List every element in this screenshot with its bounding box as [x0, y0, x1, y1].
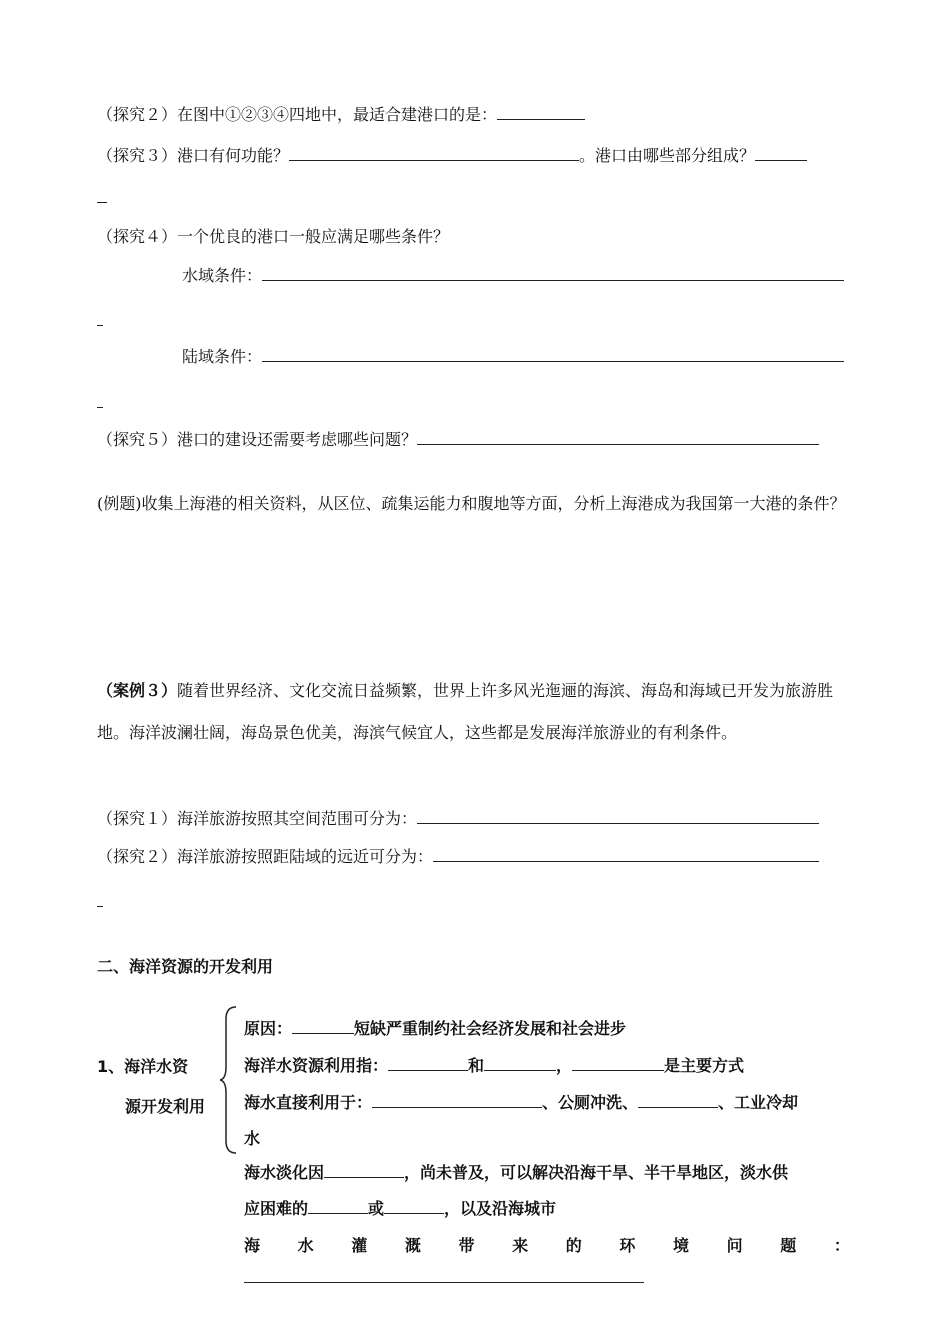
irrigation-char: 带 [458, 1236, 475, 1255]
desalination-or: 或 [368, 1199, 385, 1218]
answer-blank[interactable] [324, 1163, 404, 1178]
example-label: (例题) [97, 494, 142, 513]
curly-brace [218, 1005, 238, 1155]
answer-blank[interactable] [244, 1268, 644, 1283]
water-use-label: 海洋水资源利用指： [244, 1056, 389, 1075]
explore-2-label: （探究２） [97, 105, 178, 124]
case-3-explore-1-label: （探究１） [97, 809, 178, 828]
answer-blank[interactable] [372, 1093, 542, 1108]
explore-3-text-2: 。港口由哪些部分组成？ [579, 146, 756, 165]
direct-use-toilet: 、公厕冲洗、 [542, 1093, 639, 1112]
answer-blank[interactable] [484, 1056, 556, 1071]
direct-use-line [244, 1092, 798, 1114]
answer-blank[interactable] [384, 1199, 444, 1214]
irrigation-char: 来 [512, 1236, 529, 1255]
direct-use-label: 海水直接利用于： [244, 1093, 373, 1112]
explore-5-label: （探究５） [97, 430, 178, 449]
case-3-explore-2-label: （探究２） [97, 847, 178, 866]
case-3-explore-2-line [97, 846, 819, 868]
land-condition-line [182, 346, 844, 368]
irrigation-char: 题 [780, 1236, 797, 1255]
overflow-underline [97, 202, 107, 203]
answer-blank[interactable] [417, 430, 819, 445]
explore-4-text: 一个优良的港口一般应满足哪些条件？ [177, 227, 450, 246]
overflow-underline [97, 407, 103, 408]
explore-2-line [97, 104, 585, 126]
answer-blank[interactable] [755, 146, 807, 161]
direct-use-cooling: 、工业冷却 [718, 1093, 799, 1112]
reason-text: 短缺严重制约社会经济发展和社会进步 [354, 1019, 627, 1038]
answer-blank[interactable] [308, 1199, 368, 1214]
answer-blank[interactable] [289, 146, 579, 161]
case-3-explore-1-line [97, 808, 819, 830]
section-2-title: 二、海洋资源的开发利用 [97, 957, 274, 976]
reason-line [244, 1018, 626, 1040]
desalination-line-2 [244, 1198, 556, 1220]
item-1-label-a: 1、海洋水资 [97, 1057, 189, 1076]
answer-blank[interactable] [433, 847, 819, 862]
overflow-underline [97, 906, 103, 907]
explore-3-line [97, 145, 807, 167]
land-condition-label: 陆域条件： [182, 347, 263, 366]
case-3-explore-1-text: 海洋旅游按照其空间范围可分为： [177, 809, 418, 828]
explore-5-line [97, 429, 819, 451]
irrigation-char: ： [833, 1236, 850, 1255]
irrigation-char: 境 [673, 1236, 690, 1255]
explore-5-text: 港口的建设还需要考虑哪些问题？ [177, 430, 418, 449]
water-condition-label: 水域条件： [182, 266, 263, 285]
water-use-line [244, 1055, 744, 1077]
explore-3-text-1: 港口有何功能？ [177, 146, 290, 165]
answer-blank[interactable] [292, 1019, 354, 1034]
irrigation-char: 水 [297, 1236, 314, 1255]
irrigation-char: 海 [244, 1236, 261, 1255]
case-3-explore-2-text: 海洋旅游按照距陆域的远近可分为： [177, 847, 434, 866]
answer-blank[interactable] [572, 1056, 664, 1071]
irrigation-char: 的 [565, 1236, 582, 1255]
answer-blank[interactable] [388, 1056, 468, 1071]
answer-blank[interactable] [497, 105, 585, 120]
answer-blank[interactable] [417, 809, 819, 824]
item-1-label-b: 源开发利用 [125, 1097, 206, 1116]
explore-2-text: 在图中①②③④四地中，最适合建港口的是： [177, 105, 498, 124]
irrigation-char: 溉 [404, 1236, 421, 1255]
irrigation-char: 问 [726, 1236, 743, 1255]
example-paragraph [97, 483, 857, 525]
overflow-underline [97, 325, 103, 326]
answer-blank[interactable] [262, 347, 844, 362]
water-use-comma: ， [556, 1056, 573, 1075]
water-use-main: 是主要方式 [664, 1056, 745, 1075]
explore-3-label: （探究３） [97, 146, 178, 165]
explore-4-label: （探究４） [97, 227, 178, 246]
irrigation-line [244, 1235, 850, 1257]
water-condition-line [182, 265, 844, 287]
example-text: 收集上海港的相关资料，从区位、疏集运能力和腹地等方面，分析上海港成为我国第一大港的条件？ [141, 494, 846, 513]
case-3-label: （案例３） [97, 681, 178, 700]
answer-blank[interactable] [262, 266, 844, 281]
direct-use-line-2: 水 [244, 1129, 261, 1148]
answer-blank[interactable] [638, 1093, 718, 1108]
irrigation-char: 灌 [351, 1236, 368, 1255]
irrigation-char: 环 [619, 1236, 636, 1255]
desalination-label: 海水淡化因 [244, 1163, 325, 1182]
desalination-text: ，尚未普及，可以解决沿海干旱、半干旱地区，淡水供 [404, 1163, 789, 1182]
water-use-and: 和 [468, 1056, 485, 1075]
case-3-paragraph [97, 670, 857, 754]
desalination-end: ，以及沿海城市 [444, 1199, 557, 1218]
desalination-text-2: 应困难的 [244, 1199, 309, 1218]
explore-4-line [97, 226, 449, 248]
desalination-line-1 [244, 1162, 788, 1184]
reason-label: 原因： [244, 1019, 293, 1038]
case-3-text: 随着世界经济、文化交流日益频繁，世界上许多风光迤逦的海滨、海岛和海域已开发为旅游胜地。海洋波澜壮阔，海岛景色优美，海滨气候宜人，这些都是发展海洋旅游业的有利条件。 [97, 681, 834, 742]
